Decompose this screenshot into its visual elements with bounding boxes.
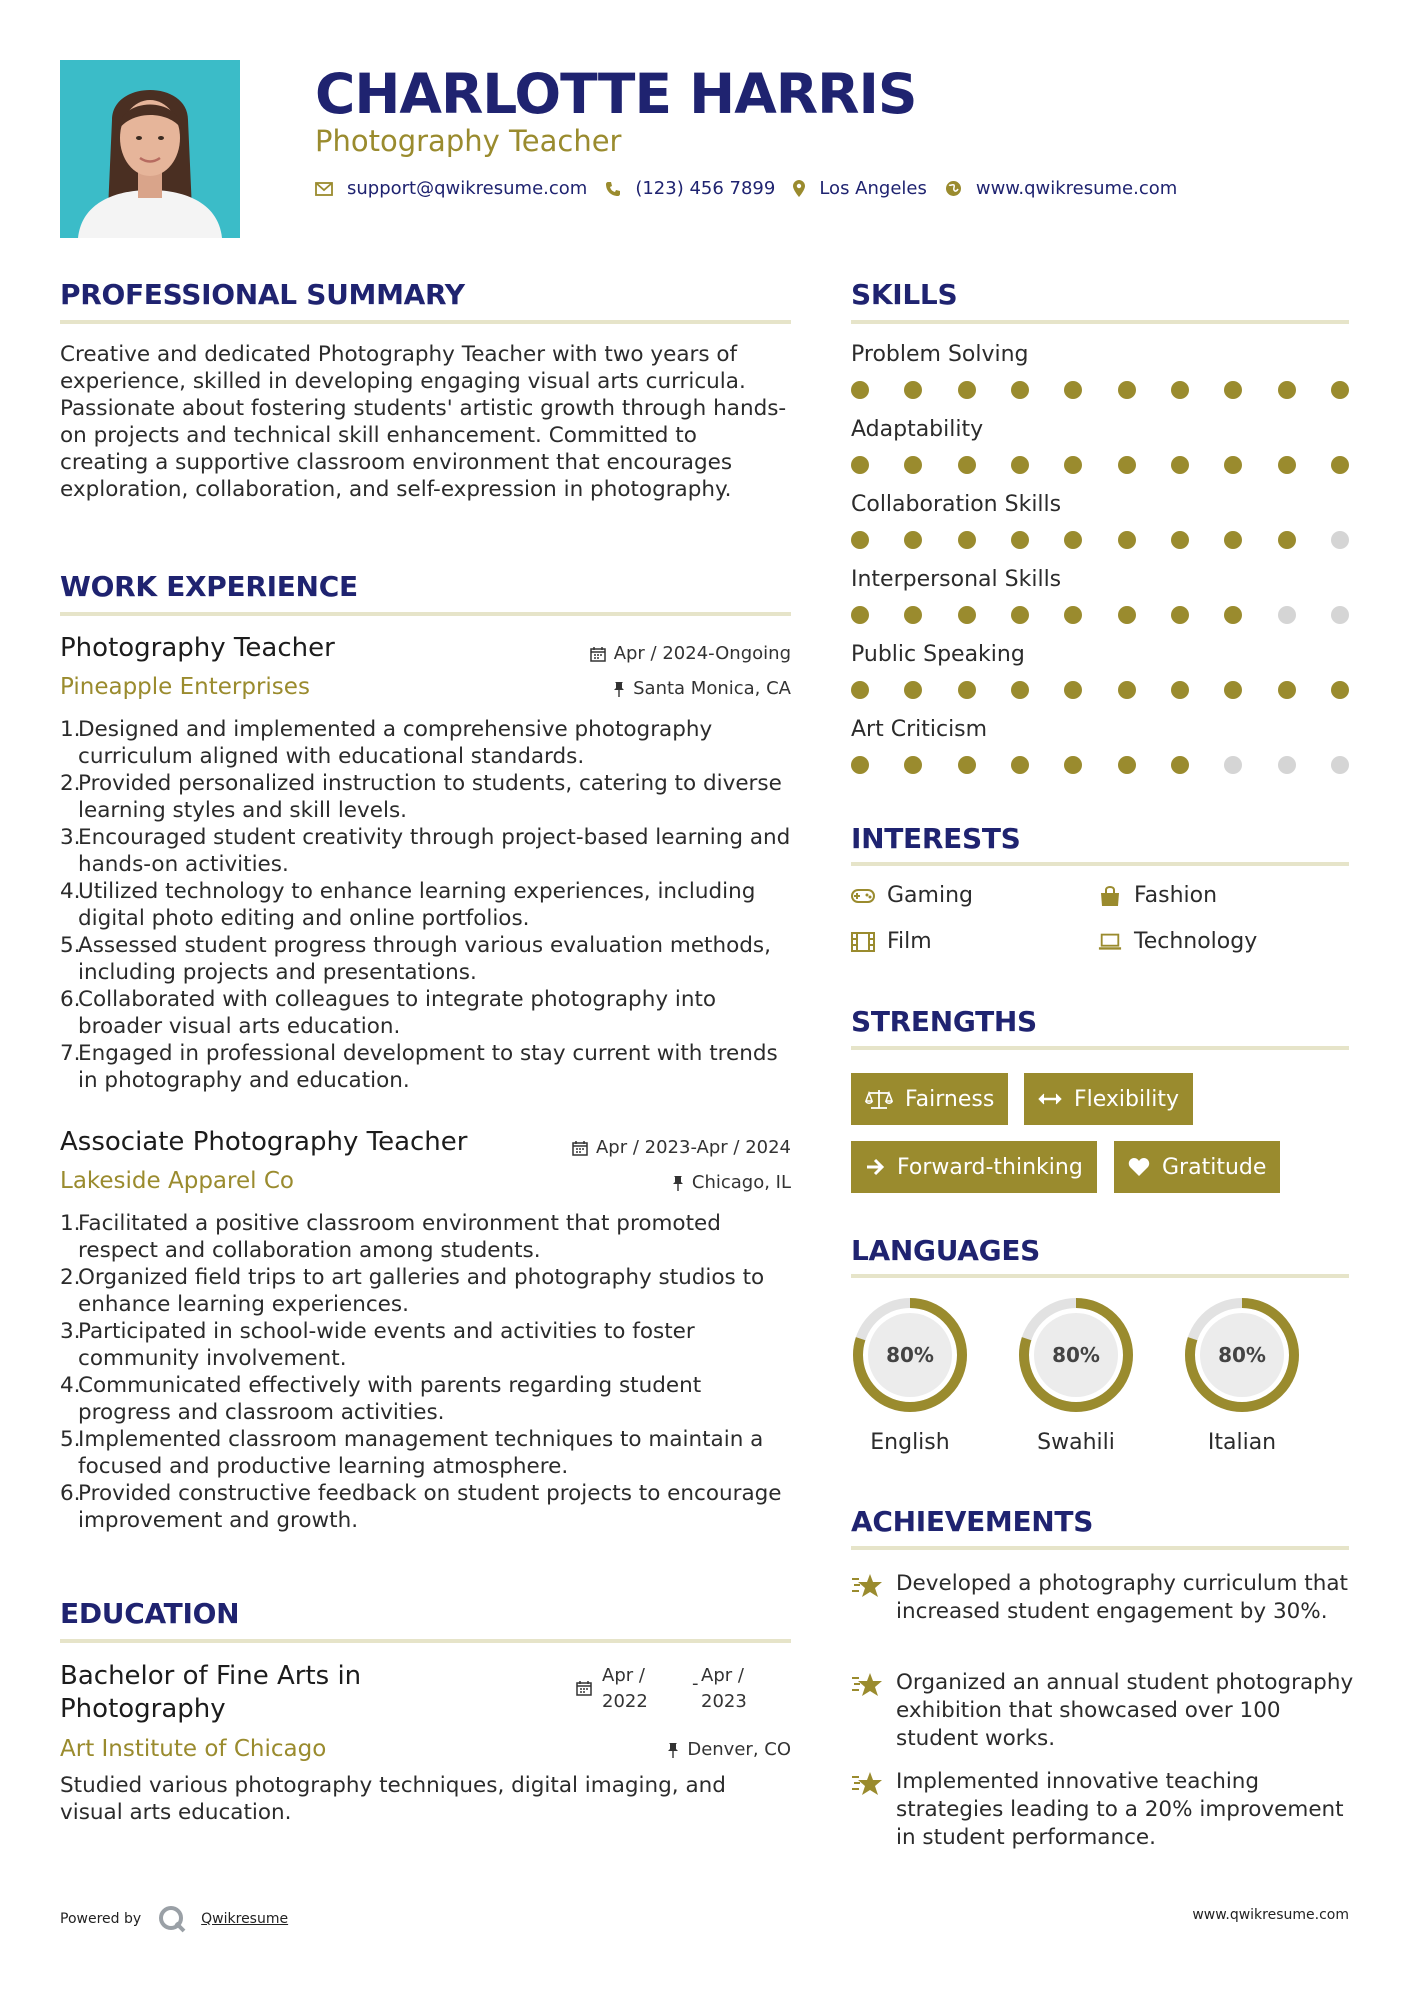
- job-location: [613, 678, 791, 699]
- list-item: 2. Provided personalized instruction to students, catering to diverse learning styles and skill levels.: [60, 771, 782, 823]
- interests-heading: INTERESTS: [851, 822, 1021, 855]
- job-dates-text: Apr / 2024-Ongoing: [613, 643, 791, 664]
- rating-dot-filled: [1171, 381, 1189, 399]
- rating-dot-filled: [1224, 681, 1242, 699]
- list-item: 6. Provided constructive feedback on student projects to encourage improvement and growth.: [60, 1481, 782, 1533]
- strength-label: Gratitude: [1162, 1154, 1267, 1180]
- powered-by: [60, 1904, 288, 1934]
- language-ring: [1182, 1295, 1302, 1415]
- rating-dot-filled: [1118, 756, 1136, 774]
- rating-dot-filled: [958, 531, 976, 549]
- skills-divider: [851, 320, 1349, 324]
- rating-dot-filled: [1011, 531, 1029, 549]
- job-location-text: Santa Monica, CA: [633, 678, 791, 699]
- summary-divider: [60, 320, 791, 324]
- powered-by-label: Powered by: [60, 1911, 142, 1927]
- rating-dot-filled: [1171, 456, 1189, 474]
- phone-text: (123) 456 7899: [635, 178, 776, 199]
- rating-dot-empty: [1278, 756, 1296, 774]
- strength-tag: [1114, 1141, 1280, 1193]
- pushpin-icon: [672, 1175, 684, 1191]
- pushpin-icon: [667, 1742, 679, 1758]
- rating-dot-filled: [1064, 456, 1082, 474]
- rating-dot-filled: [1011, 681, 1029, 699]
- rating-dot-filled: [1118, 456, 1136, 474]
- degree-line: Bachelor of Fine Arts in: [60, 1661, 362, 1691]
- degree-title: [60, 1660, 361, 1726]
- interest-label: Fashion: [1134, 883, 1218, 908]
- language-name: English: [870, 1430, 950, 1455]
- calendar-icon: [572, 1140, 588, 1156]
- heart-icon: [1128, 1157, 1150, 1177]
- language-percent: 80%: [1218, 1343, 1266, 1367]
- skill-name: Interpersonal Skills: [851, 567, 1062, 592]
- end-date: Apr / 2023: [701, 1665, 747, 1712]
- job-title: Photography Teacher: [60, 633, 335, 663]
- balance-scale-icon: [865, 1088, 893, 1110]
- language-percent: 80%: [1052, 1343, 1100, 1367]
- rating-dot-filled: [904, 756, 922, 774]
- email-text: support@qwikresume.com: [347, 178, 588, 199]
- rating-dot-filled: [958, 756, 976, 774]
- list-item: 3. Participated in school-wide events and activities to foster community involvement.: [60, 1319, 695, 1371]
- job-title: Associate Photography Teacher: [60, 1127, 468, 1157]
- achievement-text: Organized an annual student photography exhibition that showcased over 100 student works.: [896, 1670, 1354, 1751]
- education-divider: [60, 1639, 791, 1643]
- list-item: 5. Implemented classroom management techniques to maintain a focused and productive learning atmosphere.: [60, 1427, 764, 1479]
- skill-rating: [851, 456, 1349, 476]
- rating-dot-filled: [1011, 381, 1029, 399]
- rating-dot-empty: [1278, 606, 1296, 624]
- achievement-text: Implemented innovative teaching strategies leading to a 20% improvement in student performance.: [896, 1769, 1344, 1850]
- skill-name: Collaboration Skills: [851, 492, 1062, 517]
- job-dates: [590, 643, 791, 664]
- rating-dot-empty: [1331, 756, 1349, 774]
- interest-item: [851, 929, 932, 954]
- rating-dot-filled: [851, 606, 869, 624]
- rating-dot-filled: [958, 681, 976, 699]
- interest-label: Gaming: [887, 883, 973, 908]
- list-item: 2. Organized field trips to art galleries and photography studios to enhance learning experiences.: [60, 1265, 765, 1317]
- rating-dot-filled: [958, 456, 976, 474]
- list-item: 5. Assessed student progress through various evaluation methods, including projects and presentations.: [60, 933, 771, 985]
- work-divider: [60, 612, 791, 616]
- laptop-icon: [1098, 933, 1122, 951]
- rating-dot-filled: [1118, 606, 1136, 624]
- skill-rating: [851, 531, 1349, 551]
- strength-label: Fairness: [905, 1086, 995, 1112]
- contact-bar: [315, 178, 1195, 199]
- rating-dot-filled: [1064, 381, 1082, 399]
- film-icon: [851, 932, 875, 952]
- strength-tag: [851, 1073, 1008, 1125]
- school-location: [667, 1739, 791, 1760]
- interests-divider: [851, 862, 1349, 866]
- contact-location: [793, 178, 927, 199]
- strength-tag: [1024, 1073, 1193, 1125]
- achievement-text: Developed a photography curriculum that increased student engagement by 30%.: [896, 1571, 1348, 1624]
- strengths-divider: [851, 1046, 1349, 1050]
- rating-dot-filled: [1064, 681, 1082, 699]
- rating-dot-empty: [1331, 606, 1349, 624]
- summary-text: Creative and dedicated Photography Teacher with two years of experience, skilled in developing engaging visual arts curricula. Passionate about fostering students' artistic growth through hands-on projects and technical skill enhancement. Committed to creating a supportive classroom environment that encourages exploration, collaboration, and self-expression in photography.: [60, 342, 787, 502]
- star-icon: [851, 1573, 883, 1603]
- rating-dot-filled: [851, 381, 869, 399]
- skill-rating: [851, 681, 1349, 701]
- job-duties: [60, 1210, 791, 1534]
- list-item: 1. Designed and implemented a comprehensive photography curriculum aligned with educational standards.: [60, 717, 713, 769]
- rating-dot-filled: [1331, 681, 1349, 699]
- globe-icon: [945, 180, 962, 197]
- phone-icon: [605, 181, 621, 197]
- rating-dot-filled: [904, 381, 922, 399]
- work-heading: WORK EXPERIENCE: [60, 570, 358, 603]
- summary-heading: PROFESSIONAL SUMMARY: [60, 278, 465, 311]
- job-duties: [60, 716, 791, 1094]
- job-dates: [572, 1137, 791, 1158]
- rating-dot-filled: [904, 606, 922, 624]
- rating-dot-filled: [1224, 531, 1242, 549]
- candidate-name: CHARLOTTE HARRIS: [315, 62, 917, 126]
- location-text: Los Angeles: [819, 178, 927, 199]
- rating-dot-filled: [958, 381, 976, 399]
- candidate-title: Photography Teacher: [315, 124, 622, 158]
- list-item: 6. Collaborated with colleagues to integrate photography into broader visual arts education.: [60, 987, 717, 1039]
- rating-dot-filled: [1224, 606, 1242, 624]
- rating-dot-filled: [1011, 756, 1029, 774]
- rating-dot-filled: [1171, 756, 1189, 774]
- list-item: 3. Encouraged student creativity through project-based learning and hands-on activities.: [60, 825, 791, 877]
- strengths-heading: STRENGTHS: [851, 1005, 1037, 1038]
- rating-dot-filled: [904, 681, 922, 699]
- profile-photo: [60, 60, 240, 238]
- contact-email[interactable]: [315, 178, 587, 199]
- rating-dot-filled: [1171, 681, 1189, 699]
- list-item: 7. Engaged in professional development to stay current with trends in photography and education.: [60, 1041, 778, 1093]
- interest-label: Film: [887, 929, 932, 954]
- strength-label: Flexibility: [1074, 1086, 1179, 1112]
- rating-dot-filled: [1171, 606, 1189, 624]
- rating-dot-filled: [1278, 531, 1296, 549]
- job-dates-text: Apr / 2023-Apr / 2024: [595, 1137, 791, 1158]
- arrows-horizontal-icon: [1038, 1093, 1062, 1105]
- rating-dot-filled: [851, 531, 869, 549]
- rating-dot-filled: [1118, 531, 1136, 549]
- envelope-icon: [315, 182, 333, 196]
- interest-item: [851, 883, 973, 908]
- skill-name: Public Speaking: [851, 642, 1025, 667]
- skill-name: Adaptability: [851, 417, 984, 442]
- language-ring: [1016, 1295, 1136, 1415]
- list-item: 1. Facilitated a positive classroom environment that promoted respect and collaboration among students.: [60, 1211, 721, 1263]
- rating-dot-filled: [1118, 681, 1136, 699]
- rating-dot-filled: [1224, 381, 1242, 399]
- website-text: www.qwikresume.com: [975, 178, 1178, 199]
- rating-dot-filled: [904, 531, 922, 549]
- map-pin-icon: [793, 180, 805, 197]
- rating-dot-filled: [1278, 681, 1296, 699]
- job-location: [672, 1172, 791, 1193]
- language-name: Swahili: [1037, 1430, 1115, 1455]
- rating-dot-filled: [1331, 456, 1349, 474]
- star-icon: [851, 1771, 883, 1801]
- rating-dot-filled: [851, 756, 869, 774]
- achievements-divider: [851, 1546, 1349, 1550]
- education-description: Studied various photography techniques, digital imaging, and visual arts education.: [60, 1773, 726, 1825]
- job-company: Pineapple Enterprises: [60, 674, 310, 700]
- rating-dot-empty: [1224, 756, 1242, 774]
- list-item: 4. Utilized technology to enhance learning experiences, including digital photo editing and online portfolios.: [60, 879, 756, 931]
- skill-rating: [851, 381, 1349, 401]
- skills-heading: SKILLS: [851, 278, 958, 311]
- contact-website[interactable]: [945, 178, 1177, 199]
- rating-dot-filled: [1278, 381, 1296, 399]
- calendar-icon: [590, 646, 606, 662]
- rating-dot-filled: [1064, 531, 1082, 549]
- job-company: Lakeside Apparel Co: [60, 1168, 294, 1194]
- shopping-bag-icon: [1098, 885, 1122, 907]
- rating-dot-filled: [1011, 606, 1029, 624]
- rating-dot-filled: [1224, 456, 1242, 474]
- rating-dot-filled: [851, 681, 869, 699]
- languages-heading: LANGUAGES: [851, 1234, 1041, 1267]
- rating-dot-filled: [1118, 381, 1136, 399]
- rating-dot-empty: [1331, 531, 1349, 549]
- skill-name: Problem Solving: [851, 342, 1029, 367]
- start-date: Apr / 2022: [602, 1665, 648, 1712]
- skill-rating: [851, 756, 1349, 776]
- rating-dot-filled: [1171, 531, 1189, 549]
- rating-dot-filled: [1011, 456, 1029, 474]
- languages-divider: [851, 1274, 1349, 1278]
- interest-item: [1098, 929, 1257, 954]
- qwikresume-logo-icon: [157, 1904, 187, 1934]
- list-item: 4. Communicated effectively with parents regarding student progress and classroom activities.: [60, 1373, 702, 1425]
- contact-phone[interactable]: [605, 178, 775, 199]
- footer-url[interactable]: www.qwikresume.com: [1192, 1907, 1349, 1923]
- date-dash: -: [692, 1673, 699, 1694]
- rating-dot-filled: [904, 456, 922, 474]
- qwikresume-link[interactable]: Qwikresume: [201, 1911, 289, 1927]
- rating-dot-filled: [1064, 606, 1082, 624]
- rating-dot-filled: [1278, 456, 1296, 474]
- achievements-heading: ACHIEVEMENTS: [851, 1505, 1094, 1538]
- interest-item: [1098, 883, 1217, 908]
- school-name: Art Institute of Chicago: [60, 1736, 327, 1762]
- gamepad-icon: [851, 889, 875, 903]
- language-name: Italian: [1207, 1430, 1277, 1455]
- star-icon: [851, 1672, 883, 1702]
- calendar-icon: [576, 1680, 592, 1696]
- language-ring: [850, 1295, 970, 1415]
- rating-dot-filled: [1331, 381, 1349, 399]
- degree-line: Photography: [60, 1694, 226, 1724]
- language-percent: 80%: [886, 1343, 934, 1367]
- rating-dot-filled: [851, 456, 869, 474]
- skill-rating: [851, 606, 1349, 626]
- arrow-right-icon: [865, 1158, 885, 1176]
- strength-label: Forward-thinking: [897, 1154, 1083, 1180]
- pushpin-icon: [613, 681, 625, 697]
- interest-label: Technology: [1134, 929, 1258, 954]
- rating-dot-filled: [958, 606, 976, 624]
- education-heading: EDUCATION: [60, 1597, 240, 1630]
- skill-name: Art Criticism: [851, 717, 988, 742]
- job-location-text: Chicago, IL: [691, 1172, 791, 1193]
- strength-tag: [851, 1141, 1097, 1193]
- school-location-text: Denver, CO: [687, 1739, 791, 1760]
- rating-dot-filled: [1064, 756, 1082, 774]
